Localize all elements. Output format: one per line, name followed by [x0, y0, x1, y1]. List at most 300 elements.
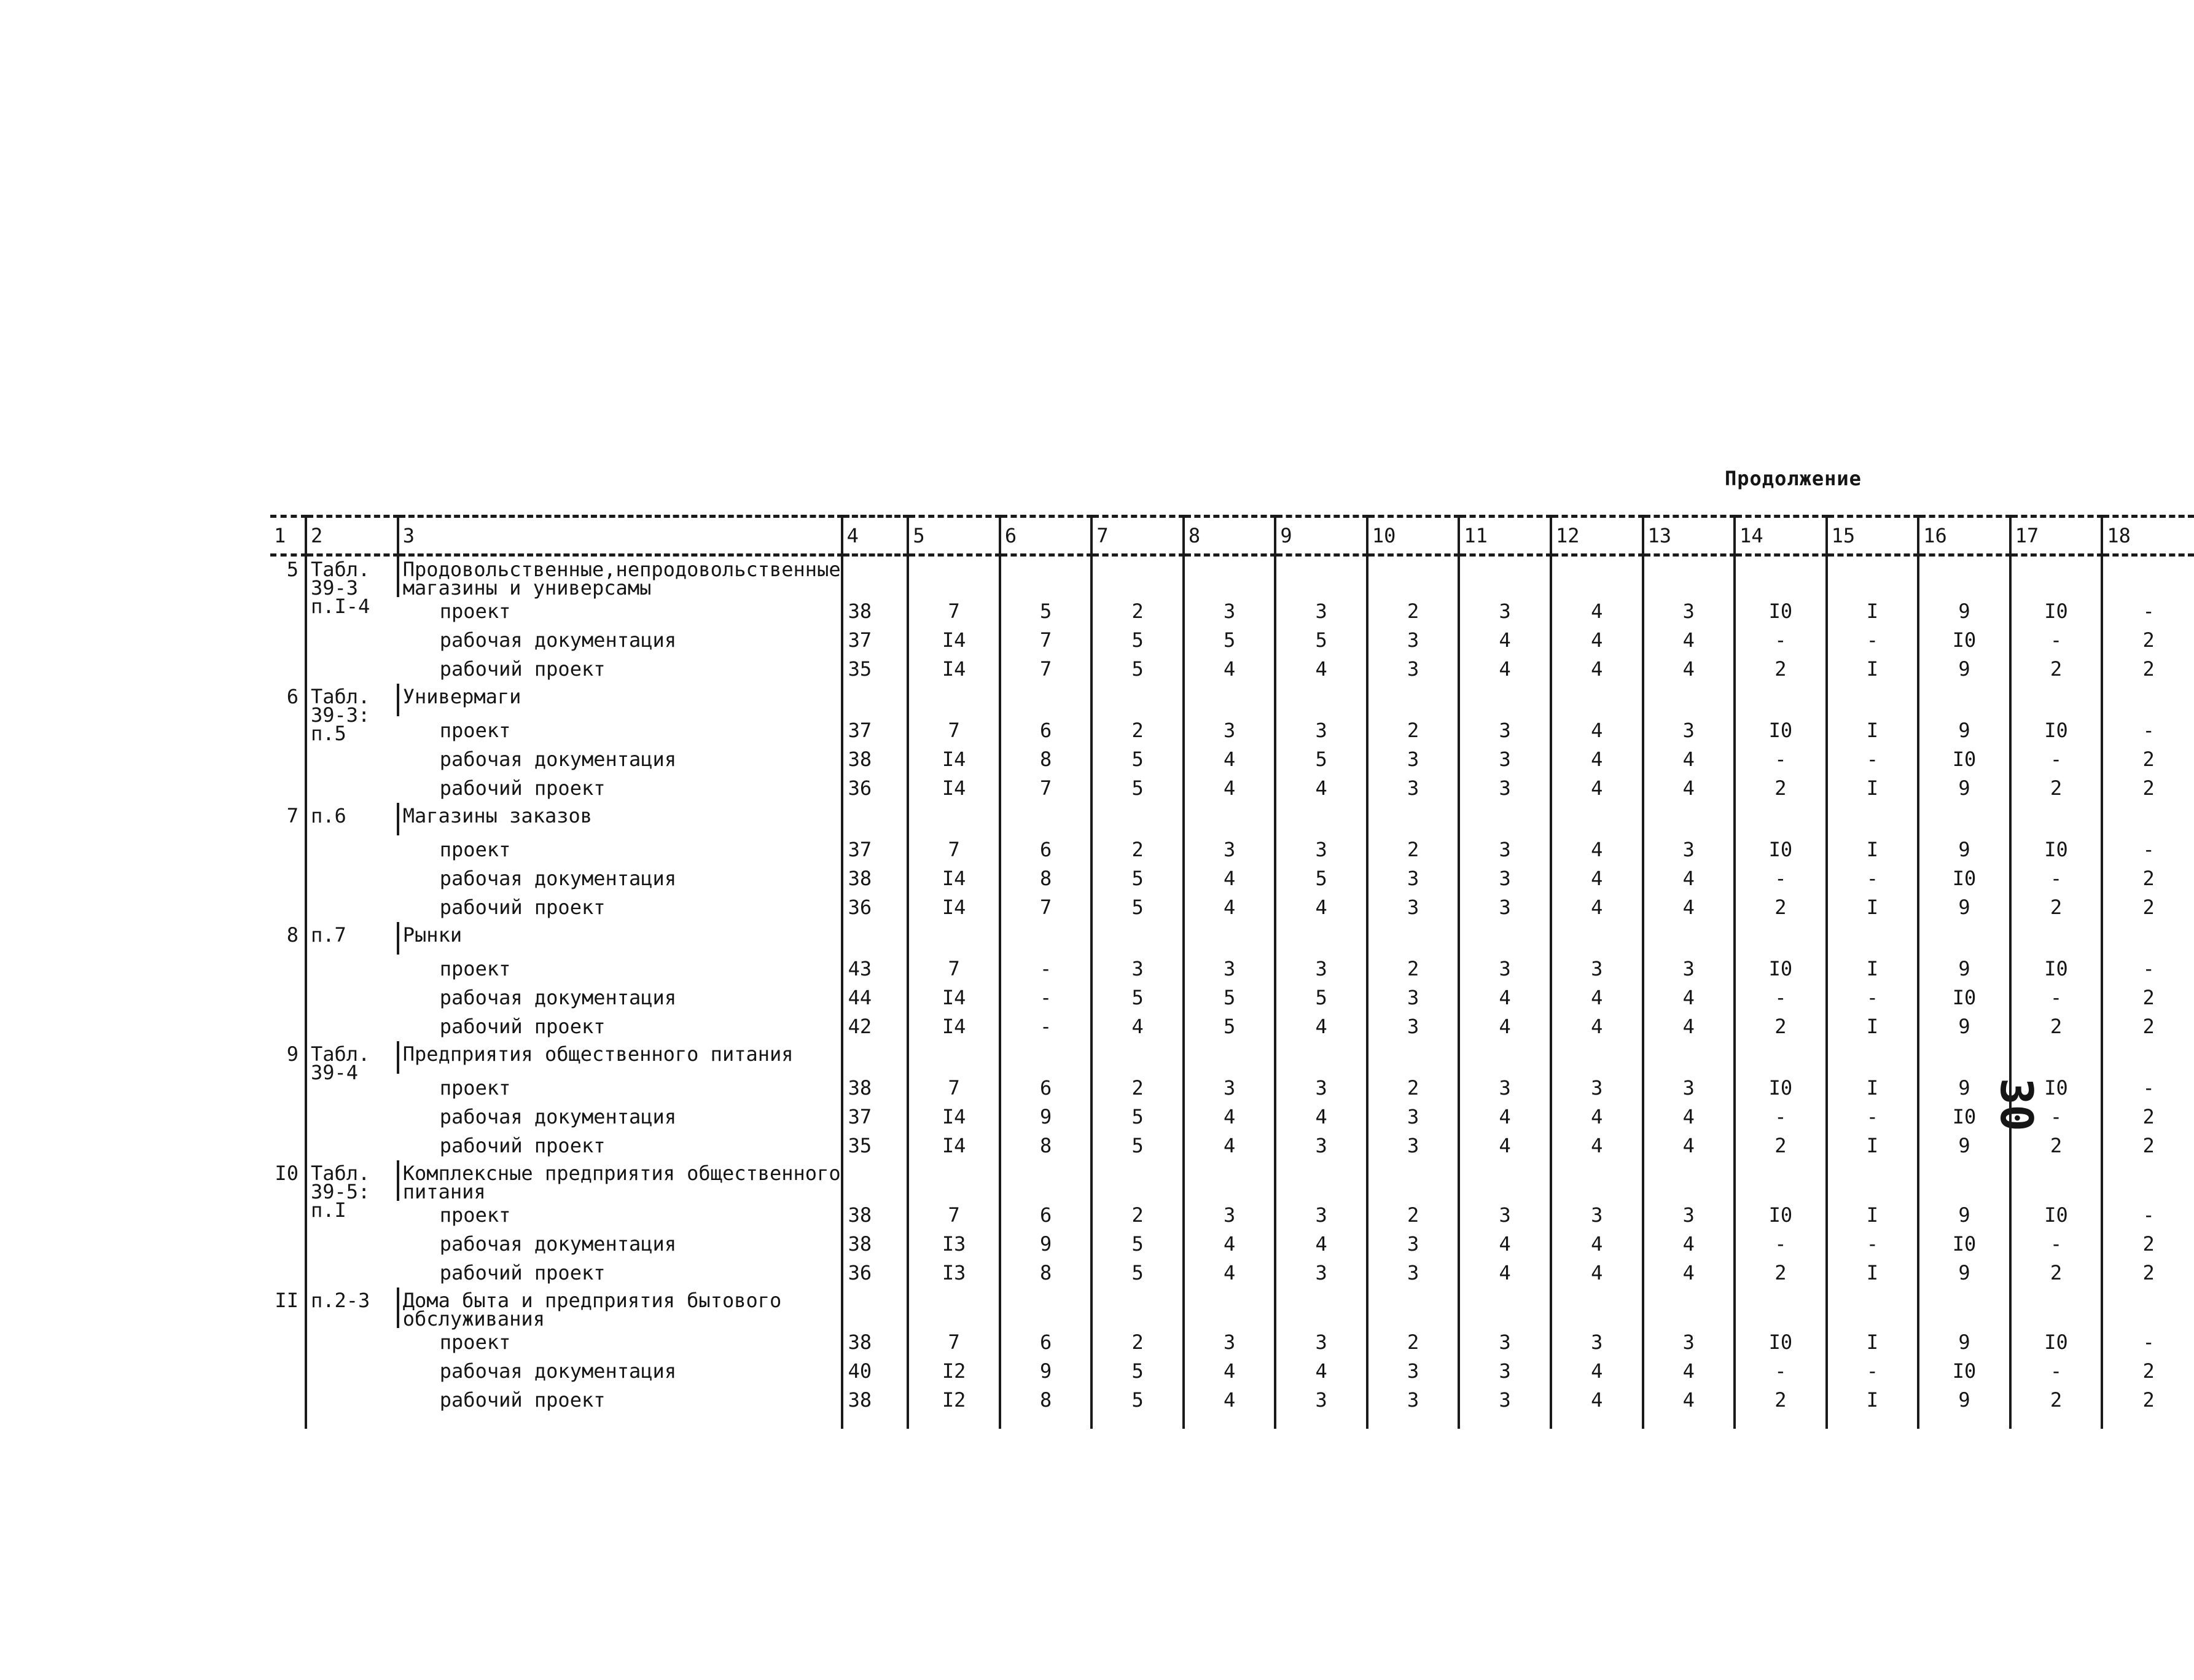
value-cell-col-11: 3: [1459, 1386, 1551, 1429]
empty-cell: [1184, 1160, 1275, 1201]
value-cell-col-14: I0: [1735, 716, 1827, 745]
table-reference: Табл. 39-5: п.I: [306, 1160, 398, 1287]
value-cell-col-4: 38: [842, 597, 908, 626]
value-cell-col-15: I: [1827, 655, 1919, 684]
value-cell-col-7: 5: [1091, 1230, 1183, 1259]
empty-cell: [2102, 684, 2194, 716]
value-cell-col-15: -: [1827, 1230, 1919, 1259]
value-cell-col-12: 4: [1551, 1230, 1643, 1259]
value-cell-col-5: 7: [908, 716, 1000, 745]
value-cell-col-8: 3: [1184, 716, 1275, 745]
value-cell-col-16: 9: [1918, 1201, 2010, 1230]
empty-cell: [1918, 803, 2010, 835]
group-row: [270, 803, 2194, 835]
empty-cell: [1275, 803, 1367, 835]
object-name: Дома быта и предприятия бытового обслуживания: [398, 1287, 842, 1328]
empty-cell: [1367, 1287, 1459, 1328]
value-cell-col-4: 37: [842, 1103, 908, 1131]
value-cell-col-15: -: [1827, 626, 1919, 655]
row-number: 7: [286, 804, 299, 827]
empty-cell: [1091, 684, 1183, 716]
column-header-6: 6: [1000, 517, 1091, 555]
value-cell-col-10: 2: [1367, 835, 1459, 864]
table-reference: п.7: [306, 922, 398, 1041]
value-cell-col-12: 4: [1551, 745, 1643, 774]
value-cell-col-12: 3: [1551, 1328, 1643, 1357]
empty-cell: [1091, 803, 1183, 835]
value-cell-col-8: 4: [1184, 1131, 1275, 1160]
stage-label: рабочая документация: [439, 867, 677, 890]
value-cell-col-10: 2: [1367, 1201, 1459, 1230]
table-row: [270, 1012, 2194, 1041]
value-cell-col-12: 4: [1551, 1012, 1643, 1041]
value-cell-col-15: I: [1827, 1012, 1919, 1041]
value-cell-col-12: 3: [1551, 1201, 1643, 1230]
empty-cell: [1735, 922, 1827, 955]
table-reference: Табл. 39-4: [306, 1041, 398, 1160]
value-cell-col-13: 3: [1643, 1328, 1735, 1357]
empty-cell: [1000, 1287, 1091, 1328]
value-cell-col-18: 2: [2102, 1259, 2194, 1287]
table-body: [270, 555, 2194, 1429]
value-cell-col-11: 3: [1459, 745, 1551, 774]
value-cell-col-4: 36: [842, 1259, 908, 1287]
stage-label: рабочая документация: [439, 748, 677, 771]
value-cell-col-10: 3: [1367, 1230, 1459, 1259]
table-row: [270, 1259, 2194, 1287]
empty-cell: [1000, 1160, 1091, 1201]
value-cell-col-16: I0: [1918, 1357, 2010, 1386]
value-cell-col-14: -: [1735, 745, 1827, 774]
value-cell-col-12: 4: [1551, 1386, 1643, 1429]
empty-cell: [1551, 1160, 1643, 1201]
empty-cell: [1000, 555, 1091, 598]
value-cell-col-5: I2: [908, 1357, 1000, 1386]
table-reference: п.6: [306, 803, 398, 922]
empty-cell: [1643, 922, 1735, 955]
norms-table-container: [270, 515, 2194, 1429]
value-cell-col-4: 38: [842, 745, 908, 774]
table-row: [270, 864, 2194, 893]
value-cell-col-6: 6: [1000, 1074, 1091, 1103]
value-cell-col-9: 5: [1275, 626, 1367, 655]
value-cell-col-13: 4: [1643, 1357, 1735, 1386]
empty-cell: [842, 1041, 908, 1074]
value-cell-col-8: 3: [1184, 1074, 1275, 1103]
value-cell-col-5: I4: [908, 774, 1000, 803]
value-cell-col-12: 4: [1551, 655, 1643, 684]
value-cell-col-10: 3: [1367, 983, 1459, 1012]
value-cell-col-8: 4: [1184, 655, 1275, 684]
value-cell-col-17: I0: [2010, 716, 2102, 745]
value-cell-col-15: I: [1827, 1074, 1919, 1103]
empty-cell: [1275, 1287, 1367, 1328]
stage-label: рабочий проект: [439, 1261, 606, 1284]
empty-cell: [1459, 1160, 1551, 1201]
value-cell-col-10: 3: [1367, 745, 1459, 774]
value-cell-col-11: 4: [1459, 655, 1551, 684]
value-cell-col-4: 36: [842, 774, 908, 803]
object-name: Рынки: [398, 922, 842, 955]
value-cell-col-10: 3: [1367, 626, 1459, 655]
value-cell-col-14: -: [1735, 864, 1827, 893]
value-cell-col-7: 5: [1091, 864, 1183, 893]
value-cell-col-17: -: [2010, 1103, 2102, 1131]
empty-cell: [1643, 555, 1735, 598]
column-header-9: 9: [1275, 517, 1367, 555]
table-row: [270, 716, 2194, 745]
empty-cell: [908, 1041, 1000, 1074]
empty-cell: [2010, 803, 2102, 835]
empty-cell: [1827, 555, 1919, 598]
value-cell-col-13: 4: [1643, 864, 1735, 893]
table-row: [270, 774, 2194, 803]
value-cell-col-18: 2: [2102, 655, 2194, 684]
empty-cell: [1551, 684, 1643, 716]
value-cell-col-18: -: [2102, 955, 2194, 983]
value-cell-col-14: I0: [1735, 955, 1827, 983]
value-cell-col-8: 3: [1184, 597, 1275, 626]
value-cell-col-8: 4: [1184, 1259, 1275, 1287]
empty-cell: [1184, 1041, 1275, 1074]
value-cell-col-7: 5: [1091, 626, 1183, 655]
value-cell-col-7: 5: [1091, 745, 1183, 774]
group-row: [270, 1287, 2194, 1328]
value-cell-col-6: 8: [1000, 1386, 1091, 1429]
empty-cell: [1827, 684, 1919, 716]
empty-cell: [1459, 922, 1551, 955]
stage-label: проект: [439, 838, 511, 861]
group-row: [270, 1160, 2194, 1201]
value-cell-col-4: 35: [842, 1131, 908, 1160]
empty-cell: [908, 684, 1000, 716]
value-cell-col-13: 4: [1643, 745, 1735, 774]
empty-cell: [1551, 1041, 1643, 1074]
empty-cell: [1184, 922, 1275, 955]
table-row: [270, 745, 2194, 774]
value-cell-col-16: 9: [1918, 1386, 2010, 1429]
value-cell-col-8: 4: [1184, 774, 1275, 803]
norms-table: [270, 515, 2194, 1429]
value-cell-col-11: 4: [1459, 1012, 1551, 1041]
table-row: [270, 983, 2194, 1012]
value-cell-col-12: 4: [1551, 1131, 1643, 1160]
value-cell-col-18: -: [2102, 1074, 2194, 1103]
value-cell-col-11: 4: [1459, 626, 1551, 655]
empty-cell: [1918, 684, 2010, 716]
value-cell-col-16: 9: [1918, 955, 2010, 983]
value-cell-col-4: 38: [842, 1230, 908, 1259]
value-cell-col-13: 4: [1643, 1131, 1735, 1160]
value-cell-col-16: 9: [1918, 774, 2010, 803]
empty-cell: [1000, 922, 1091, 955]
value-cell-col-6: 7: [1000, 893, 1091, 922]
value-cell-col-7: 2: [1091, 835, 1183, 864]
page-number: 30: [1991, 1078, 2042, 1131]
stage-label: проект: [439, 1330, 511, 1354]
table-row: [270, 597, 2194, 626]
value-cell-col-12: 4: [1551, 983, 1643, 1012]
value-cell-col-15: I: [1827, 835, 1919, 864]
value-cell-col-16: 9: [1918, 1074, 2010, 1103]
empty-cell: [1643, 684, 1735, 716]
column-header-10: 10: [1367, 517, 1459, 555]
row-number: 6: [286, 685, 299, 708]
value-cell-col-6: 8: [1000, 1131, 1091, 1160]
empty-cell: [1091, 1041, 1183, 1074]
value-cell-col-6: 7: [1000, 655, 1091, 684]
value-cell-col-5: 7: [908, 1074, 1000, 1103]
value-cell-col-16: 9: [1918, 1131, 2010, 1160]
value-cell-col-13: 3: [1643, 835, 1735, 864]
value-cell-col-12: 4: [1551, 774, 1643, 803]
value-cell-col-18: 2: [2102, 1103, 2194, 1131]
stage-label: рабочий проект: [439, 1015, 606, 1038]
value-cell-col-14: -: [1735, 626, 1827, 655]
stage-label: рабочий проект: [439, 1388, 606, 1412]
value-cell-col-11: 4: [1459, 1131, 1551, 1160]
empty-cell: [1459, 1287, 1551, 1328]
row-number: II: [275, 1289, 299, 1312]
value-cell-col-6: 5: [1000, 597, 1091, 626]
value-cell-col-4: 40: [842, 1357, 908, 1386]
value-cell-col-13: 4: [1643, 1230, 1735, 1259]
stage-label: рабочая документация: [439, 1359, 677, 1383]
value-cell-col-6: 6: [1000, 716, 1091, 745]
empty-cell: [1735, 803, 1827, 835]
value-cell-col-13: 4: [1643, 1386, 1735, 1429]
row-number: I0: [275, 1162, 299, 1185]
empty-cell: [1643, 1041, 1735, 1074]
value-cell-col-17: 2: [2010, 774, 2102, 803]
value-cell-col-18: -: [2102, 835, 2194, 864]
value-cell-col-17: -: [2010, 983, 2102, 1012]
empty-cell: [1735, 684, 1827, 716]
empty-cell: [1275, 1160, 1367, 1201]
value-cell-col-17: 2: [2010, 1386, 2102, 1429]
value-cell-col-18: -: [2102, 1201, 2194, 1230]
value-cell-col-17: -: [2010, 626, 2102, 655]
value-cell-col-5: 7: [908, 1201, 1000, 1230]
value-cell-col-12: 4: [1551, 1103, 1643, 1131]
empty-cell: [842, 922, 908, 955]
group-row: [270, 684, 2194, 716]
value-cell-col-10: 3: [1367, 1131, 1459, 1160]
column-header-1: 1: [270, 517, 306, 555]
table-row: [270, 1201, 2194, 1230]
table-row: [270, 1131, 2194, 1160]
value-cell-col-10: 2: [1367, 597, 1459, 626]
value-cell-col-18: -: [2102, 1328, 2194, 1357]
value-cell-col-11: 3: [1459, 716, 1551, 745]
value-cell-col-5: 7: [908, 1328, 1000, 1357]
stage-label: рабочая документация: [439, 1105, 677, 1128]
value-cell-col-17: -: [2010, 1357, 2102, 1386]
empty-cell: [1000, 803, 1091, 835]
empty-cell: [842, 803, 908, 835]
value-cell-col-7: 5: [1091, 983, 1183, 1012]
table-row: [270, 1357, 2194, 1386]
value-cell-col-4: 42: [842, 1012, 908, 1041]
value-cell-col-14: 2: [1735, 655, 1827, 684]
column-header-12: 12: [1551, 517, 1643, 555]
row-number: 8: [286, 923, 299, 947]
value-cell-col-9: 4: [1275, 1103, 1367, 1131]
value-cell-col-4: 38: [842, 1074, 908, 1103]
value-cell-col-14: 2: [1735, 1012, 1827, 1041]
table-row: [270, 835, 2194, 864]
empty-cell: [908, 1287, 1000, 1328]
empty-cell: [1459, 555, 1551, 598]
value-cell-col-6: 7: [1000, 774, 1091, 803]
value-cell-col-11: 3: [1459, 597, 1551, 626]
value-cell-col-17: I0: [2010, 1074, 2102, 1103]
empty-cell: [2010, 922, 2102, 955]
column-header-5: 5: [908, 517, 1000, 555]
empty-cell: [1367, 555, 1459, 598]
value-cell-col-9: 4: [1275, 655, 1367, 684]
value-cell-col-8: 3: [1184, 1201, 1275, 1230]
empty-cell: [1735, 1041, 1827, 1074]
value-cell-col-5: I4: [908, 1103, 1000, 1131]
value-cell-col-8: 4: [1184, 864, 1275, 893]
value-cell-col-9: 4: [1275, 1230, 1367, 1259]
empty-cell: [1275, 1041, 1367, 1074]
value-cell-col-12: 4: [1551, 835, 1643, 864]
value-cell-col-11: 3: [1459, 835, 1551, 864]
column-header-3: 3: [398, 517, 842, 555]
value-cell-col-12: 4: [1551, 1259, 1643, 1287]
value-cell-col-7: 5: [1091, 1357, 1183, 1386]
empty-cell: [1918, 1160, 2010, 1201]
empty-cell: [1643, 803, 1735, 835]
value-cell-col-18: 2: [2102, 626, 2194, 655]
value-cell-col-10: 2: [1367, 955, 1459, 983]
value-cell-col-5: I4: [908, 626, 1000, 655]
empty-cell: [1827, 1287, 1919, 1328]
value-cell-col-4: 38: [842, 1328, 908, 1357]
value-cell-col-8: 4: [1184, 1103, 1275, 1131]
value-cell-col-10: 3: [1367, 1357, 1459, 1386]
value-cell-col-12: 4: [1551, 597, 1643, 626]
value-cell-col-17: I0: [2010, 835, 2102, 864]
value-cell-col-18: 2: [2102, 1230, 2194, 1259]
empty-cell: [1091, 1160, 1183, 1201]
value-cell-col-15: I: [1827, 1386, 1919, 1429]
value-cell-col-5: I3: [908, 1259, 1000, 1287]
value-cell-col-11: 4: [1459, 983, 1551, 1012]
value-cell-col-6: 7: [1000, 626, 1091, 655]
value-cell-col-17: 2: [2010, 1012, 2102, 1041]
value-cell-col-17: -: [2010, 864, 2102, 893]
value-cell-col-15: -: [1827, 983, 1919, 1012]
value-cell-col-11: 3: [1459, 1357, 1551, 1386]
value-cell-col-7: 5: [1091, 774, 1183, 803]
value-cell-col-6: 6: [1000, 1201, 1091, 1230]
value-cell-col-14: 2: [1735, 1131, 1827, 1160]
value-cell-col-16: 9: [1918, 716, 2010, 745]
value-cell-col-11: 3: [1459, 864, 1551, 893]
empty-cell: [2010, 1160, 2102, 1201]
empty-cell: [1918, 922, 2010, 955]
value-cell-col-10: 3: [1367, 1259, 1459, 1287]
value-cell-col-17: 2: [2010, 1131, 2102, 1160]
value-cell-col-15: -: [1827, 864, 1919, 893]
value-cell-col-14: I0: [1735, 1328, 1827, 1357]
value-cell-col-15: I: [1827, 1259, 1919, 1287]
value-cell-col-5: I4: [908, 1131, 1000, 1160]
value-cell-col-6: 6: [1000, 1328, 1091, 1357]
empty-cell: [1551, 922, 1643, 955]
value-cell-col-12: 4: [1551, 716, 1643, 745]
value-cell-col-10: 3: [1367, 774, 1459, 803]
value-cell-col-8: 4: [1184, 893, 1275, 922]
empty-cell: [1735, 1287, 1827, 1328]
value-cell-col-9: 5: [1275, 864, 1367, 893]
column-header-15: 15: [1827, 517, 1919, 555]
value-cell-col-7: 3: [1091, 955, 1183, 983]
value-cell-col-7: 2: [1091, 597, 1183, 626]
value-cell-col-16: I0: [1918, 1230, 2010, 1259]
value-cell-col-7: 2: [1091, 1328, 1183, 1357]
value-cell-col-7: 5: [1091, 1386, 1183, 1429]
stage-label: рабочая документация: [439, 628, 677, 652]
column-header-2: 2: [306, 517, 398, 555]
empty-cell: [1459, 1041, 1551, 1074]
value-cell-col-14: I0: [1735, 1074, 1827, 1103]
empty-cell: [908, 1160, 1000, 1201]
value-cell-col-12: 4: [1551, 1357, 1643, 1386]
value-cell-col-9: 3: [1275, 955, 1367, 983]
stage-label: проект: [439, 600, 511, 623]
stage-label: проект: [439, 957, 511, 980]
empty-cell: [1184, 555, 1275, 598]
value-cell-col-4: 43: [842, 955, 908, 983]
empty-cell: [1091, 555, 1183, 598]
empty-cell: [1827, 803, 1919, 835]
empty-cell: [1918, 1287, 2010, 1328]
value-cell-col-15: I: [1827, 1328, 1919, 1357]
value-cell-col-9: 3: [1275, 716, 1367, 745]
value-cell-col-15: I: [1827, 774, 1919, 803]
empty-cell: [1918, 1041, 2010, 1074]
value-cell-col-13: 4: [1643, 893, 1735, 922]
value-cell-col-18: -: [2102, 597, 2194, 626]
value-cell-col-14: 2: [1735, 1386, 1827, 1429]
table-row: [270, 1230, 2194, 1259]
value-cell-col-16: 9: [1918, 597, 2010, 626]
value-cell-col-5: I2: [908, 1386, 1000, 1429]
value-cell-col-17: -: [2010, 745, 2102, 774]
value-cell-col-14: -: [1735, 1230, 1827, 1259]
value-cell-col-13: 4: [1643, 1259, 1735, 1287]
value-cell-col-7: 5: [1091, 655, 1183, 684]
value-cell-col-4: 38: [842, 1386, 908, 1429]
value-cell-col-9: 3: [1275, 1201, 1367, 1230]
value-cell-col-9: 5: [1275, 983, 1367, 1012]
table-row: [270, 655, 2194, 684]
value-cell-col-7: 2: [1091, 1201, 1183, 1230]
value-cell-col-14: 2: [1735, 893, 1827, 922]
empty-cell: [1367, 803, 1459, 835]
value-cell-col-9: 4: [1275, 774, 1367, 803]
value-cell-col-18: 2: [2102, 1012, 2194, 1041]
value-cell-col-11: 3: [1459, 1201, 1551, 1230]
group-row: [270, 922, 2194, 955]
value-cell-col-6: 6: [1000, 835, 1091, 864]
empty-cell: [908, 555, 1000, 598]
value-cell-col-12: 3: [1551, 955, 1643, 983]
